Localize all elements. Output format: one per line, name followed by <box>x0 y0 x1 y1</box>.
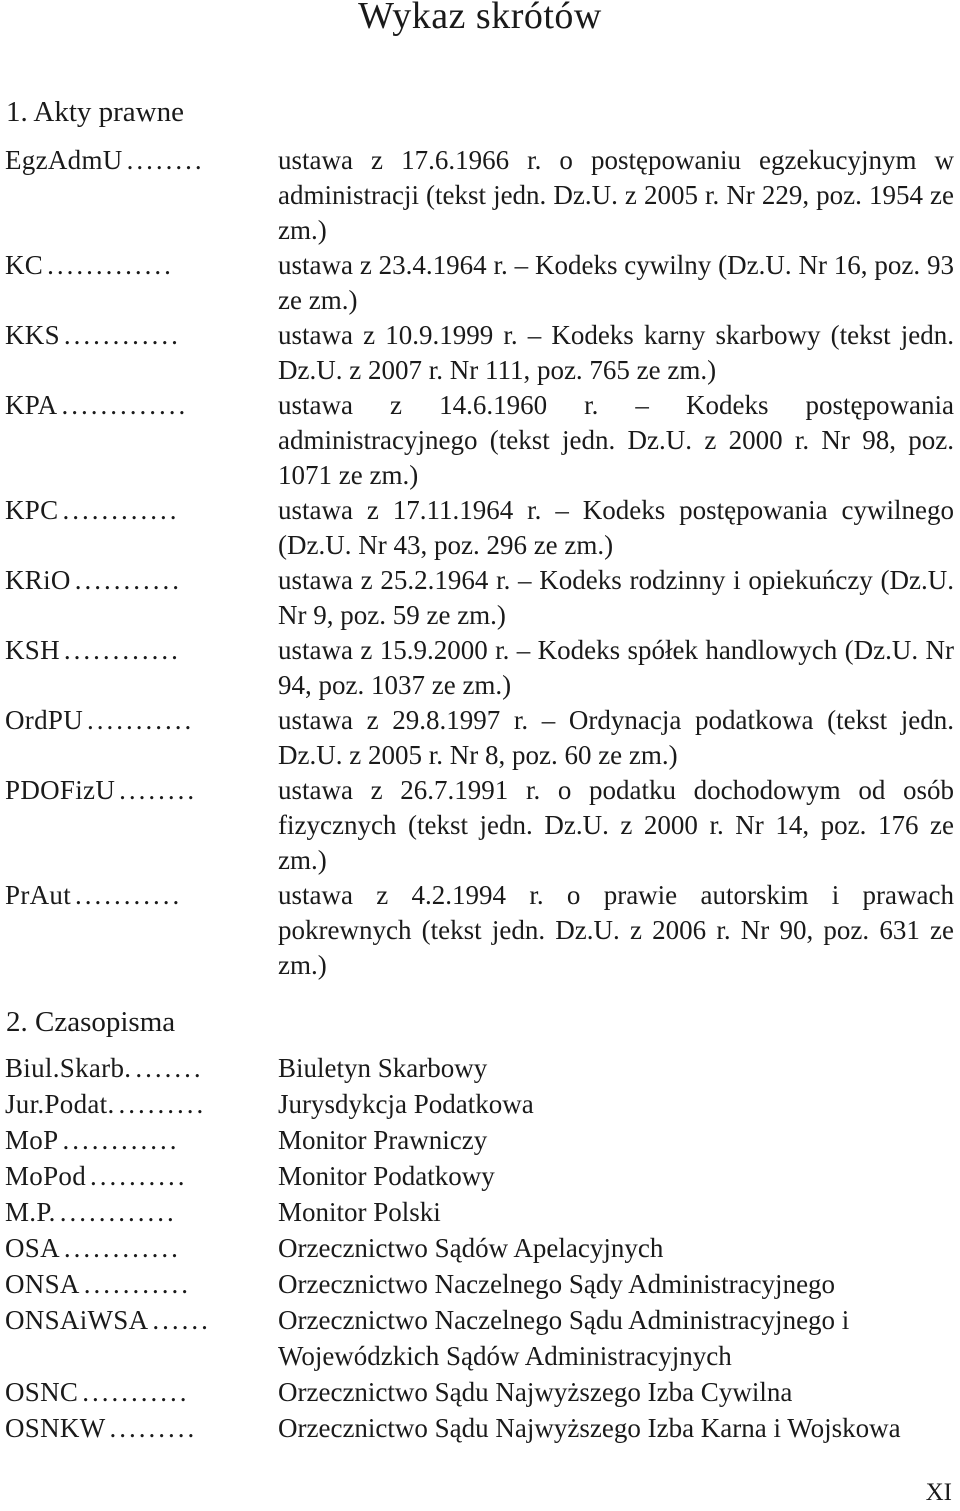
abbreviation: KRiO ........... <box>5 565 182 595</box>
abbreviation-definition: Orzecznictwo Sądów Apelacyjnych <box>278 1233 664 1263</box>
abbreviation-definition: Monitor Prawniczy <box>278 1125 488 1155</box>
page-title: Wykaz skrótów <box>358 0 602 37</box>
list-item <box>5 773 955 878</box>
abbreviation-definition: ustawa z 17.6.1966 r. o postępowaniu egzekucyjnym w administracji (tekst jedn. Dz.U. z 2005 r. Nr 229, poz. 1954 ze zm.) <box>278 145 954 245</box>
list-item <box>5 1158 955 1194</box>
list-item <box>5 1086 955 1122</box>
abbreviation: KPC ............ <box>5 495 180 525</box>
abbreviation-definition: ustawa z 23.4.1964 r. – Kodeks cywilny (Dz.U. Nr 16, poz. 93 ze zm.) <box>278 250 954 315</box>
abbreviation: PrAut ........... <box>5 880 183 910</box>
abbreviation: PDOFizU ........ <box>5 775 198 805</box>
abbreviation-definition: ustawa z 14.6.1960 r. – Kodeks postępowania administracyjnego (tekst jedn. Dz.U. z 2000 r. Nr 98, poz. 1071 ze zm.) <box>278 390 954 490</box>
abbreviation: OrdPU ........... <box>5 705 195 735</box>
abbreviation: KKS ............ <box>5 320 181 350</box>
list-item <box>5 1230 955 1266</box>
abbreviation: ONSAiWSA ...... <box>5 1305 211 1335</box>
section-heading-journals: 2. Czasopisma <box>6 1006 176 1038</box>
list-item <box>5 143 955 248</box>
legal-acts-list <box>5 143 955 983</box>
abbreviation: Jur.Podat. ......... <box>5 1089 207 1119</box>
list-item <box>5 1374 955 1410</box>
abbreviation: KSH ............ <box>5 635 181 665</box>
list-item <box>5 633 955 703</box>
abbreviation: OSNKW ......... <box>5 1413 198 1443</box>
list-item <box>5 248 955 318</box>
abbreviation: EgzAdmU ........ <box>5 145 205 175</box>
journals-list <box>5 1050 955 1446</box>
abbreviation: OSA ............ <box>5 1233 181 1263</box>
list-item <box>5 493 955 563</box>
list-item <box>5 563 955 633</box>
abbreviation: Biul.Skarb. ....... <box>5 1053 204 1083</box>
abbreviation-definition: Orzecznictwo Naczelnego Sądu Administracyjnego i Wojewódzkich Sądów Administracyjnych <box>278 1305 850 1371</box>
abbreviation-definition: Orzecznictwo Sądu Najwyższego Izba Cywilna <box>278 1377 793 1407</box>
section-heading-legal-acts: 1. Akty prawne <box>6 96 184 128</box>
list-item <box>5 878 955 983</box>
abbreviation: ONSA ........... <box>5 1269 191 1299</box>
list-item <box>5 1302 955 1374</box>
abbreviation: OSNC ........... <box>5 1377 190 1407</box>
list-item <box>5 1266 955 1302</box>
abbreviation-definition: ustawa z 4.2.1994 r. o prawie autorskim i prawach pokrewnych (tekst jedn. Dz.U. z 2006 r. Nr 90, poz. 631 ze zm.) <box>278 880 954 980</box>
list-item <box>5 1194 955 1230</box>
abbreviation: M.P. ............ <box>5 1197 177 1227</box>
abbreviation-definition: Monitor Polski <box>278 1197 441 1227</box>
abbreviation-definition: Jurysdykcja Podatkowa <box>278 1089 534 1119</box>
abbreviation-definition: ustawa z 29.8.1997 r. – Ordynacja podatkowa (tekst jedn. Dz.U. z 2005 r. Nr 8, poz. 60 ze zm.) <box>278 705 954 770</box>
list-item <box>5 703 955 773</box>
abbreviation: KC ............. <box>5 250 174 280</box>
abbreviation: MoP ............ <box>5 1125 180 1155</box>
abbreviation: KPA ............. <box>5 390 189 420</box>
list-item <box>5 1122 955 1158</box>
abbreviation-definition: ustawa z 17.11.1964 r. – Kodeks postępowania cywilnego (Dz.U. Nr 43, poz. 296 ze zm.) <box>278 495 954 560</box>
list-item <box>5 1410 955 1446</box>
abbreviation-definition: Orzecznictwo Sądu Najwyższego Izba Karna i Wojskowa <box>278 1413 901 1443</box>
abbreviation-definition: Orzecznictwo Naczelnego Sądy Administracyjnego <box>278 1269 836 1299</box>
abbreviation-definition: ustawa z 15.9.2000 r. – Kodeks spółek handlowych (Dz.U. Nr 94, poz. 1037 ze zm.) <box>278 635 954 700</box>
list-item <box>5 318 955 388</box>
abbreviation-definition: ustawa z 26.7.1991 r. o podatku dochodowym od osób fizycznych (tekst jedn. Dz.U. z 2000 r. Nr 14, poz. 176 ze zm.) <box>278 775 954 875</box>
page-number: XI <box>925 1479 952 1506</box>
abbreviation-definition: ustawa z 10.9.1999 r. – Kodeks karny skarbowy (tekst jedn. Dz.U. z 2007 r. Nr 111, poz. 765 ze zm.) <box>278 320 954 385</box>
abbreviation-definition: Biuletyn Skarbowy <box>278 1053 488 1083</box>
abbreviation-definition: Monitor Podatkowy <box>278 1161 495 1191</box>
abbreviation-definition: ustawa z 25.2.1964 r. – Kodeks rodzinny i opiekuńczy (Dz.U. Nr 9, poz. 59 ze zm.) <box>278 565 954 630</box>
list-item <box>5 388 955 493</box>
abbreviation: MoPod .......... <box>5 1161 188 1191</box>
list-item <box>5 1050 955 1086</box>
